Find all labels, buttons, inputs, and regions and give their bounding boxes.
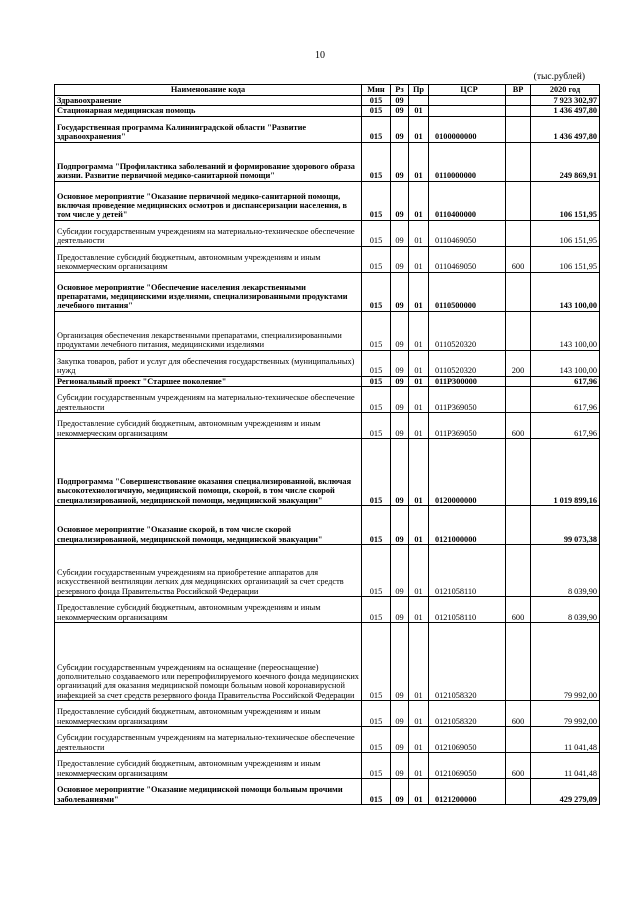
- cell-vr: [506, 116, 531, 142]
- cell-pr: 01: [409, 350, 429, 376]
- cell-csr: 0100000000: [429, 116, 506, 142]
- cell-vr: [506, 142, 531, 181]
- cell-rz: 09: [391, 412, 409, 438]
- table-row: [55, 505, 600, 544]
- cell-amount: 617,96: [531, 412, 600, 438]
- cell-csr: 0121069050: [429, 726, 506, 752]
- cell-amount: 617,96: [531, 386, 600, 412]
- cell-csr: 0121058110: [429, 544, 506, 596]
- cell-vr: 600: [506, 596, 531, 622]
- col-header-pr: Пр: [409, 85, 429, 96]
- cell-min: 015: [362, 142, 391, 181]
- cell-min: 015: [362, 544, 391, 596]
- table-row: [55, 412, 600, 438]
- cell-min: 015: [362, 106, 391, 116]
- cell-rz: 09: [391, 752, 409, 778]
- table-row: [55, 220, 600, 246]
- cell-rz: 09: [391, 386, 409, 412]
- cell-rz: 09: [391, 505, 409, 544]
- cell-csr: [429, 106, 506, 116]
- cell-name: Субсидии государственным учреждениям на оснащение (переоснащение) дополнительно создаваемого или перепрофилируемого коечного фонда медицинских организаций для оказания медицинской помощи больным новой коронавирусной инфекцией за счет средств резервного фонда Правительства Российской Федерации: [55, 622, 362, 700]
- cell-pr: 01: [409, 220, 429, 246]
- cell-pr: 01: [409, 272, 429, 311]
- cell-name: Основное мероприятие "Оказание медицинской помощи больным прочими заболеваниями": [55, 778, 362, 804]
- cell-csr: 0121058110: [429, 596, 506, 622]
- cell-rz: 09: [391, 272, 409, 311]
- cell-name: Предоставление субсидий бюджетным, автономным учреждениям и иным некоммерческим организациям: [55, 412, 362, 438]
- cell-min: 015: [362, 752, 391, 778]
- cell-min: 015: [362, 622, 391, 700]
- cell-amount: 143 100,00: [531, 350, 600, 376]
- cell-csr: 011P300000: [429, 376, 506, 386]
- cell-rz: 09: [391, 96, 409, 106]
- cell-vr: [506, 220, 531, 246]
- cell-amount: 1 436 497,80: [531, 116, 600, 142]
- cell-csr: 0121058320: [429, 700, 506, 726]
- units-label: (тыс.рублей): [533, 72, 585, 82]
- cell-amount: 8 039,90: [531, 596, 600, 622]
- cell-min: 015: [362, 246, 391, 272]
- cell-csr: 0110500000: [429, 272, 506, 311]
- cell-min: 015: [362, 438, 391, 505]
- cell-min: 015: [362, 726, 391, 752]
- cell-vr: [506, 505, 531, 544]
- cell-rz: 09: [391, 116, 409, 142]
- cell-rz: 09: [391, 181, 409, 220]
- cell-name: Основное мероприятие "Оказание первичной медико-санитарной помощи, включая проведение медицинских осмотров и диспансеризации населения, в том числе у детей": [55, 181, 362, 220]
- cell-csr: 0110520320: [429, 311, 506, 350]
- cell-amount: 143 100,00: [531, 272, 600, 311]
- cell-name: Основное мероприятие "Оказание скорой, в том числе скорой специализированной, медицинской помощи, медицинской эвакуации": [55, 505, 362, 544]
- cell-rz: 09: [391, 726, 409, 752]
- cell-amount: 99 073,38: [531, 505, 600, 544]
- table-row: [55, 700, 600, 726]
- cell-name: Подпрограмма "Совершенствование оказания специализированной, включая высокотехнологичную, медицинской помощи, скорой, в том числе скорой специализированной, медицинской помощи, медицинской эвакуации": [55, 438, 362, 505]
- col-header-vr: ВР: [506, 85, 531, 96]
- cell-amount: 1 436 497,80: [531, 106, 600, 116]
- cell-amount: 11 041,48: [531, 752, 600, 778]
- cell-vr: 600: [506, 700, 531, 726]
- budget-table: [54, 84, 600, 805]
- table-row: [55, 376, 600, 386]
- table-row: [55, 272, 600, 311]
- cell-vr: [506, 106, 531, 116]
- cell-name: Основное мероприятие "Обеспечение населения лекарственными препаратами, медицинскими изделиями, специализированными продуктами лечебного питания": [55, 272, 362, 311]
- cell-name: Подпрограмма "Профилактика заболеваний и формирование здорового образа жизни. Развитие первичной медико-санитарной помощи": [55, 142, 362, 181]
- cell-name: Региональный проект "Старшее поколение": [55, 376, 362, 386]
- cell-pr: 01: [409, 596, 429, 622]
- cell-csr: [429, 96, 506, 106]
- cell-pr: 01: [409, 752, 429, 778]
- cell-min: 015: [362, 116, 391, 142]
- cell-rz: 09: [391, 220, 409, 246]
- cell-pr: 01: [409, 106, 429, 116]
- cell-csr: 0110469050: [429, 246, 506, 272]
- cell-pr: 01: [409, 142, 429, 181]
- cell-min: 015: [362, 596, 391, 622]
- cell-vr: [506, 96, 531, 106]
- col-header-rz: Рз: [391, 85, 409, 96]
- cell-vr: [506, 311, 531, 350]
- cell-csr: 0121069050: [429, 752, 506, 778]
- cell-name: Предоставление субсидий бюджетным, автономным учреждениям и иным некоммерческим организациям: [55, 596, 362, 622]
- cell-pr: 01: [409, 438, 429, 505]
- cell-name: Государственная программа Калининградской области "Развитие здравоохранения": [55, 116, 362, 142]
- table-row: [55, 96, 600, 106]
- cell-csr: 011P369050: [429, 386, 506, 412]
- table-row: [55, 622, 600, 700]
- cell-min: 015: [362, 272, 391, 311]
- cell-vr: [506, 438, 531, 505]
- cell-amount: 143 100,00: [531, 311, 600, 350]
- cell-rz: 09: [391, 544, 409, 596]
- table-row: [55, 311, 600, 350]
- cell-rz: 09: [391, 438, 409, 505]
- cell-csr: 0121000000: [429, 505, 506, 544]
- cell-amount: 249 869,91: [531, 142, 600, 181]
- cell-vr: [506, 622, 531, 700]
- cell-pr: 01: [409, 622, 429, 700]
- cell-csr: 0110520320: [429, 350, 506, 376]
- table-row: [55, 438, 600, 505]
- cell-rz: 09: [391, 350, 409, 376]
- cell-csr: 0120000000: [429, 438, 506, 505]
- cell-amount: 79 992,00: [531, 700, 600, 726]
- page-number: 10: [315, 50, 325, 61]
- table-row: [55, 752, 600, 778]
- table-row: [55, 116, 600, 142]
- col-header-csr: ЦСР: [429, 85, 506, 96]
- table-body: [55, 96, 600, 805]
- cell-rz: 09: [391, 142, 409, 181]
- cell-rz: 09: [391, 596, 409, 622]
- table-row: [55, 246, 600, 272]
- cell-pr: 01: [409, 181, 429, 220]
- table-row: [55, 726, 600, 752]
- cell-pr: 01: [409, 311, 429, 350]
- table-row: [55, 596, 600, 622]
- cell-pr: 01: [409, 412, 429, 438]
- cell-amount: 617,96: [531, 376, 600, 386]
- table-row: [55, 544, 600, 596]
- cell-pr: 01: [409, 726, 429, 752]
- cell-name: Здравоохранение: [55, 96, 362, 106]
- cell-name: Предоставление субсидий бюджетным, автономным учреждениям и иным некоммерческим организациям: [55, 752, 362, 778]
- cell-vr: 200: [506, 350, 531, 376]
- cell-name: Предоставление субсидий бюджетным, автономным учреждениям и иным некоммерческим организациям: [55, 700, 362, 726]
- cell-rz: 09: [391, 376, 409, 386]
- cell-name: Субсидии государственным учреждениям на материально-техническое обеспечение деятельности: [55, 386, 362, 412]
- cell-min: 015: [362, 376, 391, 386]
- cell-min: 015: [362, 181, 391, 220]
- cell-vr: [506, 544, 531, 596]
- cell-pr: 01: [409, 505, 429, 544]
- cell-min: 015: [362, 505, 391, 544]
- cell-csr: 0110400000: [429, 181, 506, 220]
- cell-name: Организация обеспечения лекарственными препаратами, специализированными продуктами лечебного питания, медицинскими изделиями: [55, 311, 362, 350]
- cell-pr: 01: [409, 116, 429, 142]
- cell-pr: 01: [409, 386, 429, 412]
- cell-min: 015: [362, 311, 391, 350]
- cell-min: 015: [362, 700, 391, 726]
- col-header-min: Мин: [362, 85, 391, 96]
- table-row: [55, 778, 600, 804]
- cell-vr: [506, 181, 531, 220]
- cell-pr: 01: [409, 700, 429, 726]
- cell-vr: 600: [506, 752, 531, 778]
- cell-rz: 09: [391, 778, 409, 804]
- cell-vr: [506, 386, 531, 412]
- cell-vr: [506, 778, 531, 804]
- cell-min: 015: [362, 220, 391, 246]
- table-row: [55, 181, 600, 220]
- cell-amount: 106 151,95: [531, 220, 600, 246]
- cell-rz: 09: [391, 311, 409, 350]
- cell-rz: 09: [391, 700, 409, 726]
- cell-rz: 09: [391, 106, 409, 116]
- cell-name: Предоставление субсидий бюджетным, автономным учреждениям и иным некоммерческим организациям: [55, 246, 362, 272]
- cell-csr: 0110000000: [429, 142, 506, 181]
- cell-pr: 01: [409, 376, 429, 386]
- cell-vr: 600: [506, 412, 531, 438]
- cell-amount: 11 041,48: [531, 726, 600, 752]
- table-row: [55, 350, 600, 376]
- table-row: [55, 386, 600, 412]
- cell-amount: 106 151,95: [531, 246, 600, 272]
- cell-vr: [506, 376, 531, 386]
- cell-name: Субсидии государственным учреждениям на приобретение аппаратов для искусственной вентиляции легких для медицинских организаций за счет средств резервного фонда Правительства Российской Федерации: [55, 544, 362, 596]
- cell-csr: 011P369050: [429, 412, 506, 438]
- cell-name: Закупка товаров, работ и услуг для обеспечения государственных (муниципальных) нужд: [55, 350, 362, 376]
- cell-min: 015: [362, 386, 391, 412]
- cell-pr: 01: [409, 544, 429, 596]
- table-header-row: [55, 85, 600, 96]
- cell-vr: [506, 726, 531, 752]
- cell-csr: 0110469050: [429, 220, 506, 246]
- cell-rz: 09: [391, 246, 409, 272]
- cell-csr: 0121058320: [429, 622, 506, 700]
- cell-vr: 600: [506, 246, 531, 272]
- col-header-amount: 2020 год: [531, 85, 600, 96]
- col-header-name: Наименование кода: [55, 85, 362, 96]
- cell-amount: 7 923 302,97: [531, 96, 600, 106]
- cell-min: 015: [362, 778, 391, 804]
- table-row: [55, 142, 600, 181]
- cell-name: Субсидии государственным учреждениям на материально-техническое обеспечение деятельности: [55, 220, 362, 246]
- cell-min: 015: [362, 96, 391, 106]
- cell-amount: 106 151,95: [531, 181, 600, 220]
- table-row: [55, 106, 600, 116]
- cell-pr: 01: [409, 778, 429, 804]
- cell-amount: 8 039,90: [531, 544, 600, 596]
- cell-pr: 01: [409, 246, 429, 272]
- cell-name: Субсидии государственным учреждениям на материально-техническое обеспечение деятельности: [55, 726, 362, 752]
- cell-amount: 79 992,00: [531, 622, 600, 700]
- cell-amount: 1 019 899,16: [531, 438, 600, 505]
- cell-vr: [506, 272, 531, 311]
- cell-name: Стационарная медицинская помощь: [55, 106, 362, 116]
- cell-rz: 09: [391, 622, 409, 700]
- cell-csr: 0121200000: [429, 778, 506, 804]
- cell-amount: 429 279,09: [531, 778, 600, 804]
- cell-min: 015: [362, 350, 391, 376]
- cell-pr: [409, 96, 429, 106]
- cell-min: 015: [362, 412, 391, 438]
